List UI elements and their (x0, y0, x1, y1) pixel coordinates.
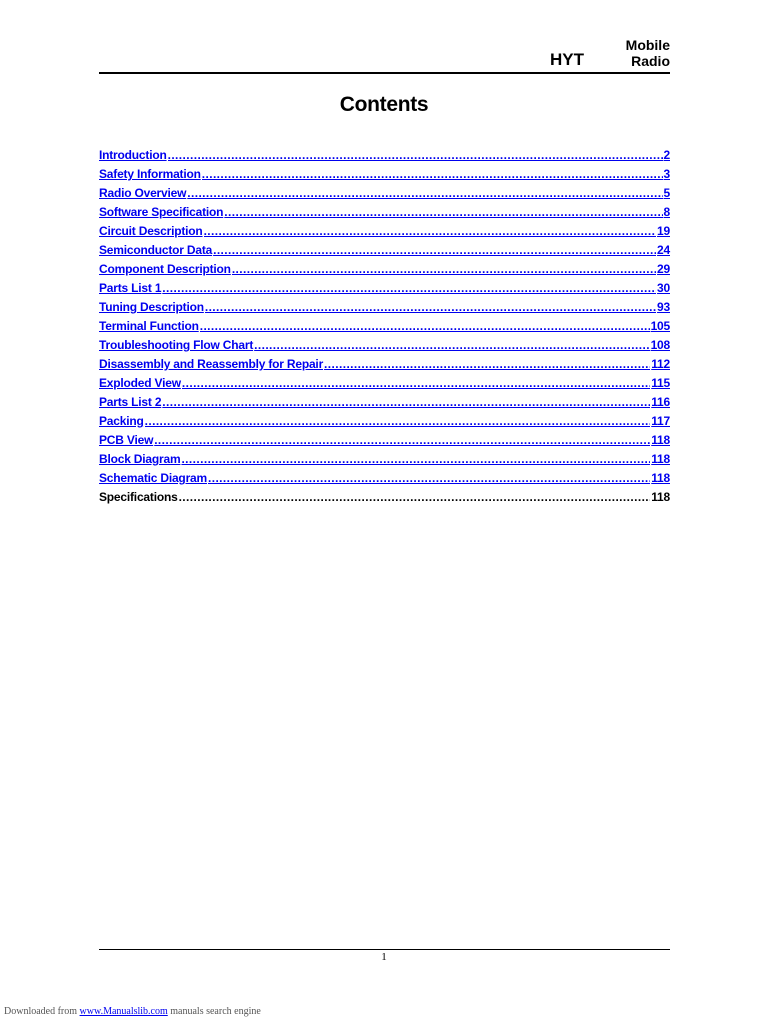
toc-entry-label: Safety Information (99, 167, 201, 181)
toc-entry[interactable] (99, 336, 670, 355)
toc-dot-leader (182, 374, 650, 393)
toc-dot-leader (181, 450, 650, 469)
toc-entry-label: Parts List 1 (99, 281, 162, 295)
toc-entry-label: PCB View (99, 433, 154, 447)
toc-dot-leader (254, 336, 649, 355)
toc-entry[interactable] (99, 393, 670, 412)
toc-entry-label: Software Specification (99, 205, 224, 219)
toc-entry-page: 5 (663, 186, 670, 200)
toc-entry-label: Specifications (99, 490, 178, 504)
toc-entry-label: Disassembly and Reassembly for Repair (99, 357, 324, 371)
toc-entry-page: 105 (650, 319, 670, 333)
toc-dot-leader (204, 222, 656, 241)
toc-entry-label: Exploded View (99, 376, 181, 390)
toc-dot-leader (145, 412, 651, 431)
toc-entry-label: Component Description (99, 262, 231, 276)
toc-entry[interactable] (99, 450, 670, 469)
toc-entry-page: 118 (651, 433, 670, 447)
toc-entry-label: Schematic Diagram (99, 471, 207, 485)
toc-entry[interactable] (99, 412, 670, 431)
toc-dot-leader (179, 488, 651, 507)
toc-entry-page: 30 (657, 281, 670, 295)
footer-page-number: 1 (381, 951, 387, 963)
toc-entry-page: 118 (651, 490, 670, 504)
toc-dot-leader (154, 431, 650, 450)
toc-entry-page: 115 (651, 376, 670, 390)
toc-entry-page: 24 (657, 243, 670, 257)
toc-entry[interactable] (99, 260, 670, 279)
toc-dot-leader (162, 393, 650, 412)
toc-entry[interactable] (99, 203, 670, 222)
download-note-suffix: manuals search engine (167, 1006, 261, 1017)
toc-entry-label: Parts List 2 (99, 395, 162, 409)
toc-entry-page: 19 (657, 224, 670, 238)
toc-dot-leader (187, 184, 662, 203)
toc-dot-leader (324, 355, 650, 374)
header-subtitle: Mobile Radio (625, 37, 670, 69)
toc-entry-label: Radio Overview (99, 186, 187, 200)
toc-entry-page: 93 (657, 300, 670, 314)
toc-dot-leader (200, 317, 650, 336)
manualslib-link[interactable]: www.Manualslib.com (79, 1006, 168, 1017)
toc-entry-page: 118 (651, 471, 670, 485)
toc-dot-leader (202, 165, 663, 184)
toc-entry-page: 2 (663, 148, 670, 162)
toc-entry[interactable] (99, 184, 670, 203)
toc-entry-label: Semiconductor Data (99, 243, 213, 257)
toc-dot-leader (162, 279, 656, 298)
toc-entry-label: Block Diagram (99, 452, 181, 466)
toc-entry (99, 488, 670, 507)
toc-entry[interactable] (99, 241, 670, 260)
download-note (4, 1006, 261, 1017)
toc-entry[interactable] (99, 374, 670, 393)
toc-entry-label: Tuning Description (99, 300, 204, 314)
toc-dot-leader (205, 298, 656, 317)
toc-entry[interactable] (99, 431, 670, 450)
toc-entry-label: Packing (99, 414, 144, 428)
toc-entry[interactable] (99, 146, 670, 165)
header-rule (99, 72, 670, 74)
toc-entry-page: 3 (663, 167, 670, 181)
toc-entry-label: Introduction (99, 148, 167, 162)
table-of-contents (99, 146, 670, 507)
download-note-prefix: Downloaded from (4, 1006, 80, 1017)
toc-entry[interactable] (99, 355, 670, 374)
toc-entry[interactable] (99, 279, 670, 298)
toc-entry[interactable] (99, 469, 670, 488)
toc-dot-leader (224, 203, 662, 222)
toc-entry-page: 108 (650, 338, 670, 352)
header-brand: HYT (550, 50, 584, 69)
toc-entry[interactable] (99, 317, 670, 336)
toc-dot-leader (208, 469, 650, 488)
footer-rule (99, 949, 670, 950)
toc-dot-leader (213, 241, 656, 260)
toc-entry-page: 8 (663, 205, 670, 219)
toc-entry-page: 116 (651, 395, 670, 409)
toc-entry[interactable] (99, 165, 670, 184)
toc-entry-page: 118 (651, 452, 670, 466)
toc-entry-page: 112 (651, 357, 670, 371)
page-title: Contents (339, 93, 429, 116)
toc-entry[interactable] (99, 298, 670, 317)
toc-dot-leader (232, 260, 656, 279)
toc-entry-label: Terminal Function (99, 319, 199, 333)
toc-entry[interactable] (99, 222, 670, 241)
toc-entry-page: 29 (657, 262, 670, 276)
toc-entry-label: Circuit Description (99, 224, 203, 238)
toc-entry-label: Troubleshooting Flow Chart (99, 338, 254, 352)
toc-dot-leader (168, 146, 663, 165)
toc-entry-page: 117 (651, 414, 670, 428)
